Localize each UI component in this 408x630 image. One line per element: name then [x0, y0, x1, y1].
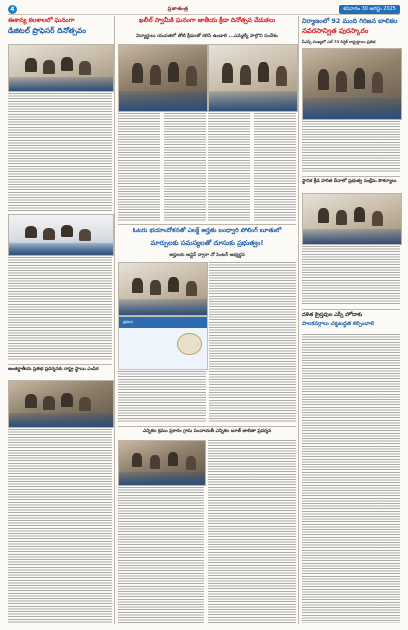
story1-photo — [8, 44, 114, 92]
story1-headline-line1: ఈశాన్య కలశాలలో ఘనంగా — [8, 17, 75, 24]
story4-subheadline: అర్హులకు ఆన్లైన్ ద్వారా నో సెంటర్ అభ్యర్థన — [169, 253, 245, 258]
story7-headline: ఎన్నికల క్రమం ప్రకారం గ్రామ పంచాయతీ ఎన్నికల బూత్ జాబితా ప్రదర్శన — [142, 429, 272, 434]
story7-photo — [118, 440, 206, 486]
story2-headline: ఖలీల్ స్వామీకి ఘనంగా జాతీయ క్రీడా దినోత్సవ వేడుకలు — [139, 17, 275, 24]
column-rule — [298, 16, 299, 624]
story2-body-text — [118, 113, 206, 221]
story1-body-text2 — [8, 257, 112, 361]
story3-subheadline: పీఎస్సీ సంఖ్యలో ఎల్ 75 సిద్ధిక్ రాష్ట్రస్థాయి ప్రతిభ — [302, 39, 376, 44]
story2-subheadline: విద్యార్థులు యువతలో తోటి క్రీడలతో కలిసి ఉండాలి ...ఎమ్మెల్యే పాల్గొని సందేశం — [136, 34, 278, 39]
advertisement — [118, 316, 208, 370]
story3-photo — [302, 48, 402, 120]
story8-photo — [8, 380, 114, 428]
story2-photo-right — [208, 44, 298, 112]
column-rule — [114, 16, 115, 624]
story4-body-left — [118, 371, 206, 423]
story7-body-right — [208, 440, 296, 623]
story6-body-text — [302, 334, 400, 623]
story4-body-right — [209, 262, 296, 423]
divider — [118, 224, 296, 225]
story6-headline-line1: దళిత క్రైస్తవుల ఎస్సీ హోదాకు — [302, 312, 363, 318]
story2-body-text-right — [208, 113, 296, 221]
story3-headline-line1: నిర్మాణంలో 92 మంది గిరిజన బాలికల — [302, 17, 398, 25]
masthead-title: ప్రజాతంత్ర — [167, 5, 189, 12]
ad-label: ప్రకటన — [123, 320, 133, 324]
story3-body-text — [302, 121, 400, 173]
story5-photo — [302, 193, 402, 245]
page-header — [8, 4, 400, 15]
divider — [118, 426, 296, 427]
story8-headline: అంతర్జాతీయ ప్రతిభ ప్రదర్శనకు రాష్ట్ర స్థాయి ఎంపిక — [8, 367, 99, 372]
page-number: 4 — [8, 5, 17, 14]
story4-headline-line1: ఓటరు భయాందోళనతో ఎలక్ట్ అర్హతు బంధ్వారి పోలింగ్ బూతులో — [132, 227, 282, 234]
story6-headline-line2: పాలకవర్గాలు చట్టబద్ధత కల్పించాలి — [302, 321, 375, 327]
story3-headline-line2: నవరసాన్విత పురస్కారం — [302, 27, 369, 35]
story8-body-text — [8, 429, 112, 623]
story4-headline-line2: మార్పులకు సమస్యలతో దూసుకు ప్రభుత్వం! — [150, 239, 264, 247]
story2-photo-left — [118, 44, 208, 112]
issue-date: శనివారం 30 ఆగస్టు 2025 — [339, 5, 400, 14]
story7-body-left — [118, 487, 204, 623]
story1-body-text — [8, 93, 112, 211]
story1-headline-line2: డిజిటల్ ప్రొఫెసర్ దినోత్సవం — [8, 26, 87, 35]
story1-photo2 — [8, 214, 114, 256]
divider — [302, 176, 400, 177]
story5-body-text — [302, 246, 400, 306]
story5-headline: స్థానిక క్రీడ హరిత దీనాలో ప్రభుత్వ సంక్షేమ సౌకర్యాలు — [302, 179, 397, 184]
divider — [302, 309, 400, 310]
divider — [8, 364, 112, 365]
story4-photo — [118, 262, 208, 316]
